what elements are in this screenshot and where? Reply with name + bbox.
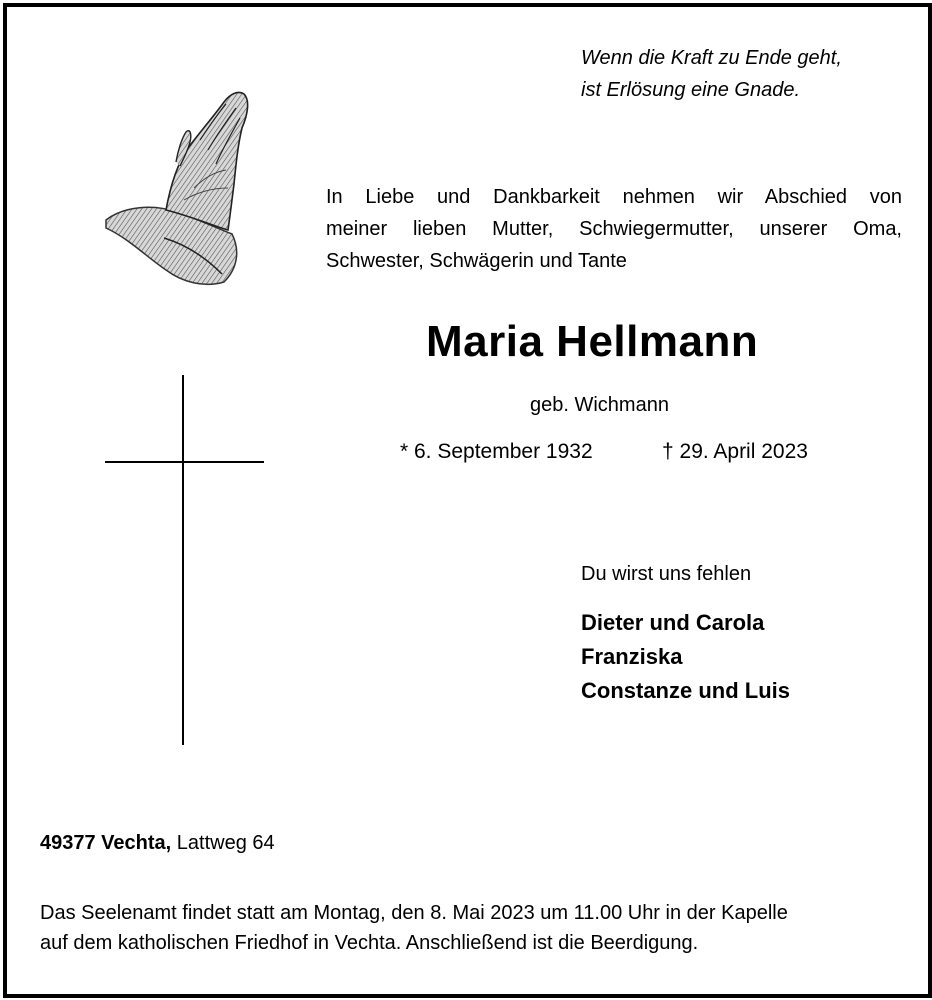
mourner-3: Constanze und Luis [581, 678, 790, 703]
maiden-name: geb. Wichmann [530, 394, 669, 416]
memorial-quote [581, 42, 842, 106]
service-line-1: Das Seelenamt findet statt am Montag, den 8. Mai 2023 um 11.00 Uhr in der Kapelle [40, 902, 788, 924]
cross-icon-horizontal [105, 461, 264, 463]
address-city: 49377 Vechta, [40, 832, 172, 854]
mourners-list [581, 606, 790, 708]
quote-line-1: Wenn die Kraft zu Ende geht, [581, 47, 842, 69]
address-street: Lattweg 64 [171, 832, 275, 854]
praying-hands-icon [104, 88, 264, 288]
intro-line-1: In Liebe und Dankbarkeit nehmen wir Abschied von [326, 186, 902, 208]
intro-line-2: meiner lieben Mutter, Schwiegermutter, unserer Oma, [326, 218, 902, 240]
intro-line-3: Schwester, Schwägerin und Tante [326, 250, 627, 272]
service-info [40, 898, 788, 958]
mourner-1: Dieter und Carola [581, 610, 765, 635]
closing-phrase: Du wirst uns fehlen [581, 563, 752, 585]
intro-text [326, 181, 902, 277]
quote-line-2: ist Erlösung eine Gnade. [581, 79, 801, 101]
service-line-2: auf dem katholischen Friedhof in Vechta. Anschließend ist die Beerdigung. [40, 932, 699, 954]
cross-icon-vertical [182, 375, 184, 745]
birth-date: * 6. September 1932 [400, 440, 593, 463]
death-date: † 29. April 2023 [662, 440, 808, 463]
mourner-2: Franziska [581, 644, 683, 669]
family-address [40, 832, 275, 855]
deceased-name: Maria Hellmann [426, 317, 759, 366]
